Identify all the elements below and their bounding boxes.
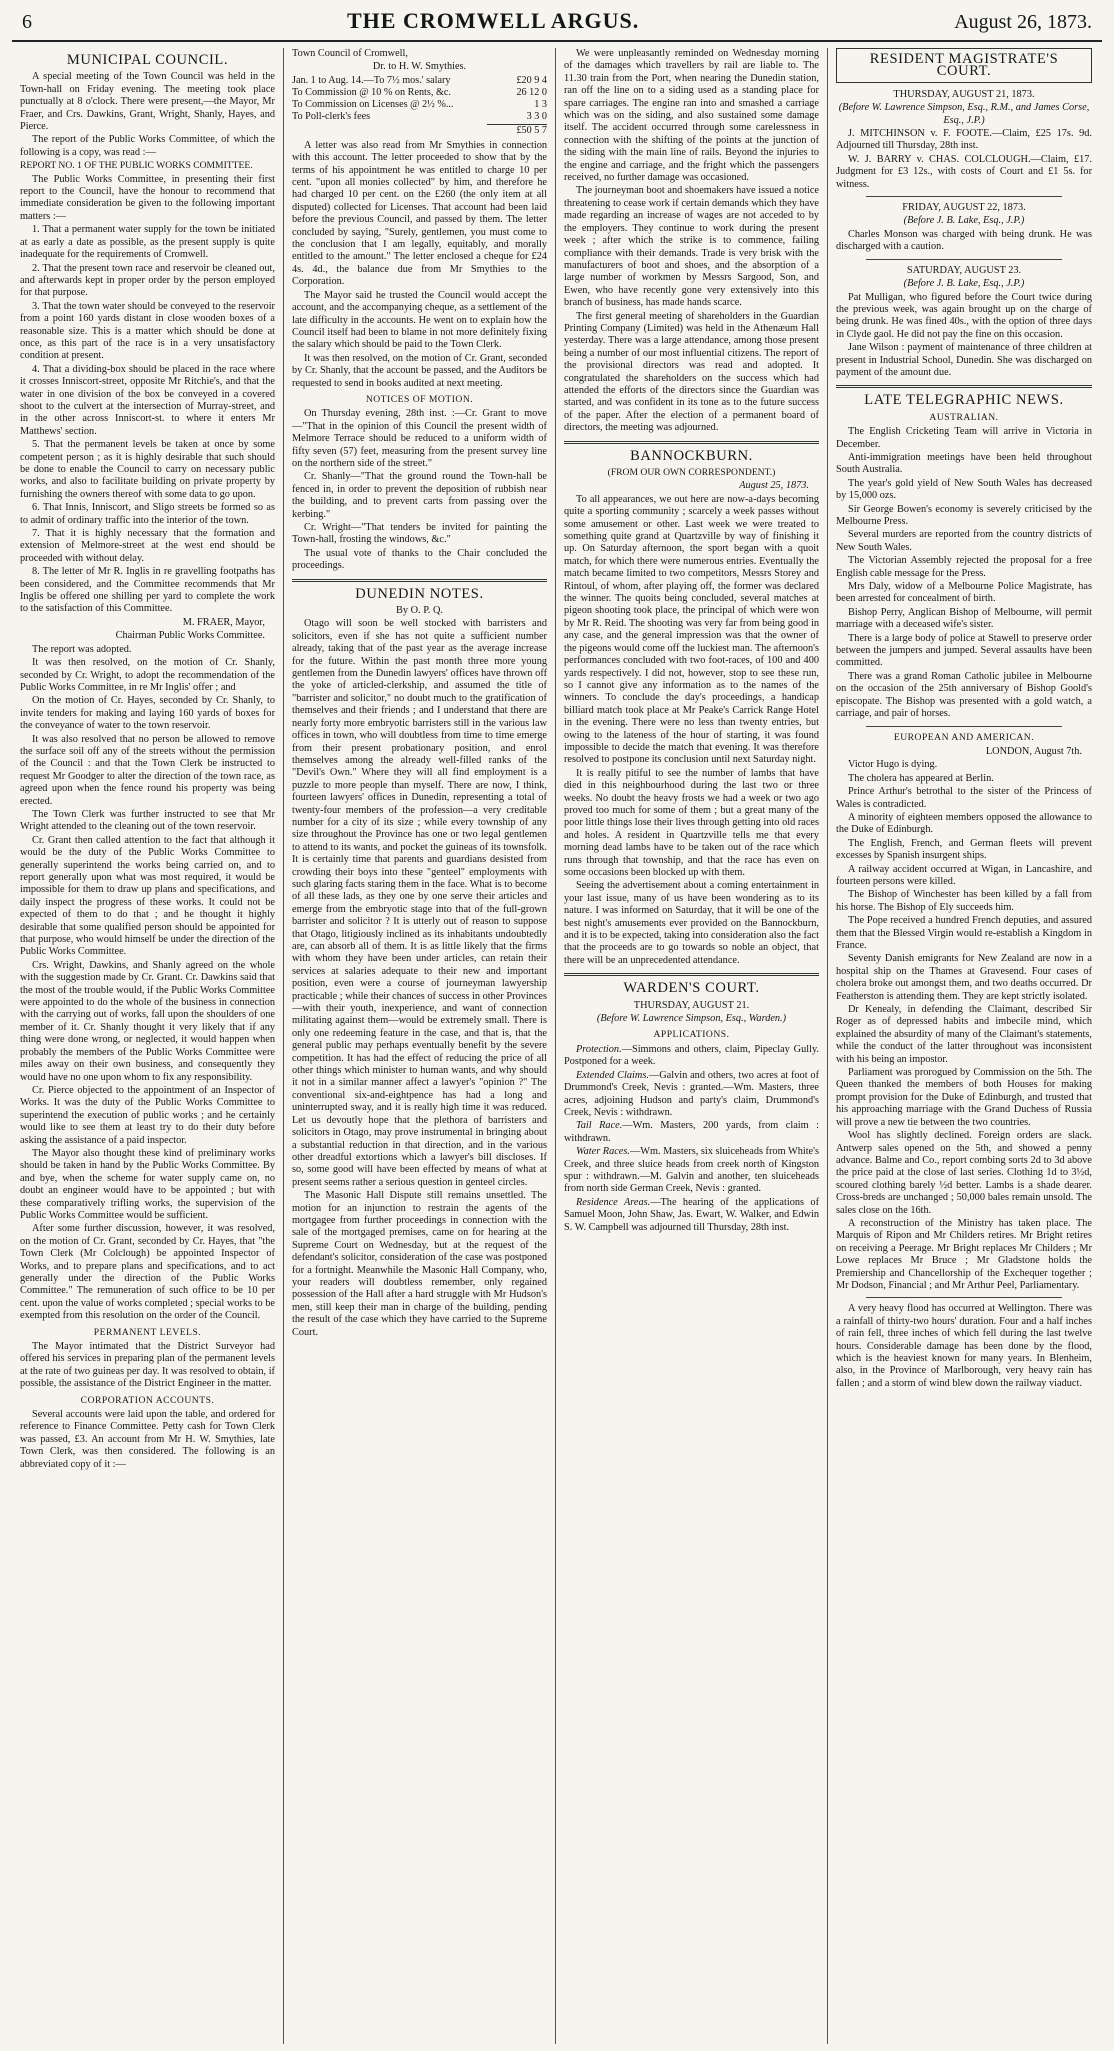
report-paragraph: 8. The letter of Mr R. Inglis in re gravelling footpaths has been considered, and the Committee recommends that Mr Inglis be offered one shilling per yard to complete the work to the satisfaction of this Committee. bbox=[20, 566, 275, 615]
article-paragraph: A letter was also read from Mr Smythies in connection with this account. The letter proceeded to show that by the terms of his appointment he was entitled to charge 10 per cent. "upon all monies collected" by him, and therefore he had charged 10 per cent. on the £260 (the only item at all disputed) collected for Licenses. That account had been laid before the previous Council, and passed by them. The letter concluded by saying, "Surely, gentlemen, you must come to the conclusion that I am legally, equitably, and morally entitled to the amount." The letter enclosed a cheque for £24 4s. 4d., the balance due from Mr Smythies to the Corporation. bbox=[292, 139, 547, 288]
column-3 bbox=[556, 48, 828, 2044]
article-paragraph: The usual vote of thanks to the Chair concluded the proceedings. bbox=[292, 547, 547, 572]
article-paragraph: It was then resolved, on the motion of Cr. Grant, seconded by Cr. Shanly, that the account be passed, and the Auditors be requested to send in books audited at next meeting. bbox=[292, 352, 547, 389]
column-2 bbox=[284, 48, 556, 2044]
article-paragraph: Several accounts were laid upon the table, and ordered for reference to Finance Committee. Petty cash for Town Clerk was passed, £3. An account from Mr H. W. Smythies, late Town Clerk, was then considered. The following is an abbreviated copy of it :— bbox=[20, 1409, 275, 1470]
court-item bbox=[564, 1197, 819, 1234]
section-divider bbox=[564, 441, 819, 444]
dateline: August 25, 1873. bbox=[739, 480, 809, 492]
court-before: (Before W. Lawrence Simpson, Esq., Warden.) bbox=[596, 1013, 787, 1025]
court-item-label: Residence Areas. bbox=[576, 1196, 651, 1208]
court-item-text: —The hearing of the applications of Samuel Moon, John Shaw, Jas. Ewart, W. Walker, and Edwin S. W. Campbell was adjourned till Thursday, 28th inst. bbox=[564, 1196, 820, 1233]
rule bbox=[866, 259, 1062, 260]
article-paragraph: Otago will soon be well stocked with barristers and solicitors, even if she has not quite a sufficient number already, taking that of the past year as the average increase for the future. Within the past month three more young gentlemen from the Dunedin lawyers' offices have thrown off the yoke of articled-clerkship, and assumed the title of "barrister and solicitor," no doubt much to the gratification of themselves and their friends ; and I understand that there are nearly forty more embryotic barristers still in the various law offices in town, who will doubtless from time to time emerge from their present probationary position, and enrol themselves among the already well-filled ranks of the "Devil's Own." Where they will all find employment is a puzzle to more people than myself. There are now, I think, fourteen lawyers' offices in Dunedin, representing a total of twenty-four members of the profession—a very creditable number for a city of its size ; while every township of any size throughout the Province has one or two legal gentlemen to attend to its wants, and pocket the guineas of its townsfolk. It is certainly time that parents and guardians desisted from crowding their boys into these "genteel" employments with such glaring facts staring them in the face. What is to become of all these lads, as they one by one serve their articles and emerge from the embryotic stage into that of the full-grown barrister and solicitor ? It is utterly out of reason to suppose that Otago, litigiously inclined as its inhabitants undoubtedly are, can absorb all of them. It is as little likely that the firms with whom they have been under articles, can retain their services at salaries adequate to their new and important position, even were a course of journeyman lawyership practicable ; while their chances of success in other Provinces—with their youth, inexperience, and want of connection militating against them—would be extremely small. There is only one redeeming feature in the case, and that is, that the general public may perhaps eventually benefit by the severe competition. It has had the effect of reducing the price of all other things which minister to human wants, and why should it not in a similar manner affect a lawyer's "opinion ?" The conventional six-and-eightpence has had a long and uninterrupted sway, and it is really high time it was reduced. Let us devoutly hope that the plethora of barristers and solicitors in Otago, may prove instrumental in bringing about a substantial reduction in that direction, and in the various other dreadful extortions which a lawyer's bill discloses. If so, some good will have been effected by means of what at present seems rather a serious question in genteel circles. bbox=[292, 618, 547, 1188]
notices-heading: NOTICES OF MOTION. bbox=[365, 393, 474, 405]
report-paragraph: 4. That a dividing-box should be placed in the race where it crosses Inniscort-street, opposite Mr Ritchie's, and that the water in one division of the box be conveyed in a covered shoot to the culvert at the intersection of Murray-street, and in the other across Inniscort-st. to where it enters Mr Matthews' section. bbox=[20, 363, 275, 437]
court-before: (Before W. Lawrence Simpson, Esq., R.M., and James Corse, Esq., J.P.) bbox=[838, 102, 1090, 126]
article-paragraph: Crs. Wright, Dawkins, and Shanly agreed on the whole with the suggestion made by Cr. Grant. Cr. Dawkins said that the most of the trouble would, if the Public Works Committee were appointed to do the whole of the business in connection with the carrying out of works, fall upon the shoulders of one member of it. Cr. Shanly thought it very likely that if any thing were done wrong, or neglected, it would happen when probably the members of the Public Works Committee were miles away on their own business, and consequently they would have no one upon whom to fix any responsibility. bbox=[20, 959, 275, 1083]
municipal-council-heading: MUNICIPAL COUNCIL. bbox=[66, 52, 229, 68]
magistrate-heading-box bbox=[836, 48, 1092, 83]
account-total: £50 5 7 bbox=[487, 124, 547, 137]
court-case: Charles Monson was charged with being drunk. He was discharged with a caution. bbox=[836, 228, 1092, 253]
news-item: The English Cricketing Team will arrive in Victoria in December. bbox=[836, 426, 1092, 450]
article-paragraph: Cr. Grant then called attention to the fact that although it would be the duty of the Public Works Committee to generally superintend the works being carried on, and to report generally upon what was most required, it would be impossible for them to draw up plans and specifications, and daily inspect the progress of these works. It could not be expected of them to do that ; and he thought it highly desirable that some qualified person should be appointed for that purpose, who would himself be under the direction of the Public Works Committee. bbox=[20, 834, 275, 958]
account-amount: 1 3 bbox=[534, 99, 547, 111]
wardens-court-heading: WARDEN'S COURT. bbox=[623, 980, 760, 997]
court-case: W. J. BARRY v. CHAS. COLCLOUGH.—Claim, £17. Judgment for £3 12s., with costs of Court and £1 5s. for witness. bbox=[836, 153, 1092, 190]
article-paragraph: The Mayor also thought these kind of preliminary works should be taken in hand by the Public Works Committee. By and bye, when the scheme for water supply came on, no doubt an engineer would have to be appointed ; but with these comparatively trifling works, the supervision of the Public Works Committee would be sufficient. bbox=[20, 1147, 275, 1221]
court-before: (Before J. B. Lake, Esq., J.P.) bbox=[903, 278, 1025, 290]
news-item: The cholera has appeared at Berlin. bbox=[848, 772, 994, 784]
court-item bbox=[564, 1146, 819, 1196]
news-item: Mrs Daly, widow of a Melbourne Police Magistrate, has been arrested for concealment of birth. bbox=[836, 581, 1092, 605]
news-item: Several murders are reported from the country districts of New South Wales. bbox=[836, 529, 1092, 553]
news-item: The English, French, and German fleets will prevent excesses by Spanish insurgent ships. bbox=[836, 837, 1092, 862]
news-item: There is a large body of police at Stawell to preserve order between the jumpers and jumped. Several assaults have been committed. bbox=[836, 632, 1092, 669]
court-date: THURSDAY, AUGUST 21, 1873. bbox=[893, 88, 1035, 100]
article-paragraph: The Town Clerk was further instructed to see that Mr Wright attended to the cleaning out of the town reservoir. bbox=[20, 808, 275, 833]
article-paragraph: The Masonic Hall Dispute still remains unsettled. The motion for an injunction to restrain the agents of the mortgagee from further proceedings in connection with the sale of the mortgaged premises, came on for hearing at the Supreme Court on Wednesday, but at the request of the defendant's solicitor, consideration of the case was postponed for a fortnight. Meanwhile the Masonic Hall Company, who, your readers will doubtless remember, only regained possession of the Hall after a hard struggle with Mr Hudson's men, still keep their man in charge of the building, pending the result of the case which they have carried to the Supreme Court. bbox=[292, 1190, 547, 1338]
article-paragraph: To all appearances, we out here are now-a-days becoming quite a sporting community ; scarcely a week passes without some amusement or other. Last week we were treated to something quite grand at Quartzville by way of finishing it up. On Saturday afternoon, the sport began with a quoit match, for which there were numerous entries. Eventually the match became limited to two competitors, Messrs Storey and Rintoul, of whom, after playing off, the former was declared the winner. The quoits being concluded, several matches at pigeon shooting took place, the principal of which were won by Mr R. Reid. The shooting was very far from being good in any case, and the general impression was that the owner of the pigeons would come off the luckiest man. The afternoon's performances concluded with two foot-races, of 100 and 400 yards respectively. I did not, however, stop to see these run, so I cannot give any information as to the names of the winners. To conclude the day's proceedings, a handicap billiard match took place at Mr Peake's Carrick Range Hotel in the evening. There were no less than twenty entries, but owing to the lateness of the hour of starting, it was found impossible to decide the match that evening. It was therefore resolved to postpone its conclusion until next Saturday night. bbox=[564, 493, 819, 766]
court-item-label: Extended Claims. bbox=[576, 1069, 649, 1081]
report-paragraph: 2. That the present town race and reservoir be cleaned out, and afterwards kept in proper order by the person employed for that purpose. bbox=[20, 262, 275, 299]
news-item: A very heavy flood has occurred at Wellington. There was a rainfall of thirty-two hours' duration. Four and a half inches of rain fell, three inches of which fell during the last twelve hours. Considerable damage has been done by the flood, which is the heaviest known for many years. In Blenheim, also, in the Province of Marlborough, very heavy rain has fallen ; and a storm of wind blew down the railway viaduct. bbox=[836, 1303, 1092, 1389]
news-item: A railway accident occurred at Wigan, in Lancashire, and fourteen persons were killed. bbox=[836, 863, 1092, 887]
article-paragraph: The report of the Public Works Committee, of which the following is a copy, was read :— bbox=[20, 134, 275, 158]
court-item-label: Protection. bbox=[576, 1043, 622, 1055]
court-item-text: —Wm. Masters, six sluiceheads from White's Creek, and three sluice heads from creek north of Kingston spur : withdrawn.—M. Galvin and another, ten sluiceheads from north side German Creek, Nevis : granted. bbox=[564, 1146, 819, 1195]
account-label: Jan. 1 to Aug. 14.—To 7½ mos.' salary bbox=[292, 74, 451, 86]
article-paragraph: We were unpleasantly reminded on Wednesday morning of the damages which travellers by rail are liable to. The 11.30 train from the Port, when nearing the Dunedin station, ran off the line on to a siding used as a standing place for spare carriages. The engine ran into and smashed a carriage which was on the siding, and also sustained some damage itself. The accident occurred through some carelessness in connection with the shifting of the points at the junction of the siding with the main line of rails. Beyond the injuries to the engine and carriage, and the fright which the passengers received, no further damage was occasioned. bbox=[564, 48, 819, 184]
article-paragraph: On Thursday evening, 28th inst. :—Cr. Grant to move—"That in the opinion of this Council the present width of Melmore Terrace should be reduced to a uniform width of fifty seven (57) feet, measuring from the present survey line on the northern side of the street." bbox=[292, 408, 547, 469]
article-paragraph: The Mayor said he trusted the Council would accept the account, and the accompanying cheque, as a settlement of the late difficulty in the accounts. He went on to explain how the Council itself had been to blame in not more definitely fixing the salary which should be paid to the Town Clerk. bbox=[292, 289, 547, 351]
court-item-text: —Wm. Masters, 200 yards, from claim : withdrawn. bbox=[564, 1120, 819, 1144]
news-item: The year's gold yield of New South Wales has decreased by 15,000 ozs. bbox=[836, 477, 1092, 502]
report-signature: M. FRAER, Mayor, bbox=[182, 616, 265, 628]
newspaper-title: THE CROMWELL ARGUS. bbox=[346, 8, 640, 33]
court-item-text: —Galvin and others, two acres at foot of Drummond's Creek, Nevis : granted.—Wm. Masters, three acres, adjoining Hudson and party's claim, Drummond's Creek, Nevis : withdrawn. bbox=[564, 1069, 819, 1118]
article-paragraph: The first general meeting of shareholders in the Guardian Printing Company (Limited) was held in the Athenæum Hall yesterday. There was a large attendance, among those present being a number of our most influential citizens. The report of the provisional directors was read and adopted. It congratulated the shareholders on the success which had attended the efforts of the directors since the Guardian was started, and was confident in its tone as to the future success of the paper. After the election of a permanent board of directors, the meeting was adjourned. bbox=[564, 310, 819, 434]
applications-heading: APPLICATIONS. bbox=[653, 1029, 730, 1041]
dateline: LONDON, August 7th. bbox=[985, 745, 1082, 757]
magistrate-court-heading: RESIDENT MAGISTRATE'S COURT. bbox=[869, 51, 1059, 80]
page-number: 6 bbox=[22, 11, 32, 33]
court-item-text: —Simmons and others, claim, Pipeclay Gully. Postponed for a week. bbox=[564, 1043, 819, 1068]
article-paragraph: Cr. Pierce objected to the appointment of an Inspector of Works. It was the duty of the Public Works Committee to superintend the execution of public works ; and he certainly would like to see them at least try to do their duty before asking the assistance of a paid inspector. bbox=[20, 1084, 275, 1146]
bannockburn-heading: BANNOCKBURN. bbox=[630, 447, 753, 464]
section-divider bbox=[836, 385, 1092, 388]
article-paragraph: It was then resolved, on the motion of Cr. Shanly, seconded by Cr. Wright, to adopt the recommendation of the Public Works Committee, in re Mr Inglis' offer ; and bbox=[20, 657, 275, 693]
news-item: A minority of eighteen members opposed the allowance to the Duke of Edinburgh. bbox=[836, 811, 1092, 836]
news-item: Victor Hugo is dying. bbox=[848, 759, 938, 771]
account-amount: 26 12 0 bbox=[516, 87, 547, 99]
account-row bbox=[292, 75, 547, 87]
rule bbox=[866, 196, 1062, 197]
news-item: Wool has slightly declined. Foreign orders are slack. Antwerp sales opened on the 5th, and showed a penny advance. Balme and Co., report combing sorts 2d to 3d above the price paid at the close of last series. Clothing 1d to 3½d, scoured clothing barely ½d better. Lambs is a shade dearer. Cross-breds are unchanged ; 50,000 bales remain unsold. The sales close on the 16th. bbox=[836, 1130, 1092, 1216]
article-paragraph: Cr. Wright—"That tenders be invited for painting the Town-hall, frosting the windows, &c." bbox=[292, 522, 547, 546]
court-item-label: Water Races. bbox=[576, 1146, 630, 1158]
article-paragraph: After some further discussion, however, it was resolved, on the motion of Cr. Grant, seconded by Cr. Hayes, that "the Town Clerk (Mr Colclough) be appointed Inspector of Works, and to prepare plans and specifications, and to act generally under the direction of the Public Works Committee." The remuneration of such office to be 10 per cent. upon the value of works completed ; special works to be exempted from this resolution on the order of the Council. bbox=[20, 1223, 275, 1322]
news-item: Sir George Bowen's economy is severely criticised by the Melbourne Press. bbox=[836, 503, 1092, 527]
article-paragraph: The report was adopted. bbox=[32, 643, 132, 655]
account-amount: 3 3 0 bbox=[526, 111, 547, 123]
news-item: Prince Arthur's betrothal to the sister of the Princess of Wales is contradicted. bbox=[836, 786, 1092, 810]
article-paragraph: The journeyman boot and shoemakers have issued a notice threatening to cease work if certain demands which they have made regarding an increase of wages are not acceded to by the employers. They continue to work during the present week ; after which the strike is to commence, failing compliance with their demands. Trade is very brisk with the manufacturers of boot and shoes, and the absorption of a large number of workmen by Messrs Sargood, Son, and Ewen, who have recently gone very extensively into this branch of business, has made hands scarce. bbox=[564, 185, 819, 309]
report-paragraph: 1. That a permanent water supply for the town be initiated at as early a date as possible, as the present supply is quite inadequate for the requirements of Cromwell. bbox=[20, 224, 275, 261]
column-1 bbox=[12, 48, 284, 2044]
article-paragraph: Cr. Shanly—"That the ground round the Town-hall be fenced in, in order to prevent the deposition of rubbish near the building, and to prevent carts from passing over the kerbing." bbox=[292, 471, 547, 520]
report-paragraph: The Public Works Committee, in presenting their first report to the Council, have the honour to recommend that immediate consideration be given to the following important matters :— bbox=[20, 173, 275, 222]
article-paragraph: Seeing the advertisement about a coming entertainment in your last issue, many of us have been wondering as to its nature. I was informed on Saturday, that it will be one of the best night's amusements ever provided on the Bannockburn, and it is to be expected, taking into consideration also the fact that the proceeds are to go towards so noble an object, that there will be an unprecedented attendance. bbox=[564, 880, 819, 966]
news-item: The Bishop of Winchester has been killed by a fall from his horse. The Bishop of Ely succeeds him. bbox=[836, 889, 1092, 913]
court-case: Pat Mulligan, who figured before the Court twice during the previous week, was again brought up on the charge of being drunk. He was fined 40s., with the option of three days in Clyde gaol. He did not pay the fine on this occasion. bbox=[836, 291, 1092, 340]
account-label: To Commission @ 10 % on Rents, &c. bbox=[292, 87, 451, 99]
account-total-row bbox=[292, 124, 547, 137]
article-paragraph: It was also resolved that no person be allowed to remove the surface soil off any of the streets without the permission of the Council : and that the Town Clerk be instructed to request Mr Goodger to alter the direction of the town race, as agreed upon when the fence round his property was being erected. bbox=[20, 733, 275, 807]
news-item: Bishop Perry, Anglican Bishop of Melbourne, will permit marriage with a deceased wife's sister. bbox=[836, 606, 1092, 631]
account-table bbox=[292, 75, 547, 137]
news-item: Dr Kenealy, in defending the Claimant, described Sir Roger as of depressed habits and imbecile mind, which explained the absurdity of many of the Claimant's statements, while the conduct of the latter throughout was inconsistent with his being an impostor. bbox=[836, 1004, 1092, 1065]
rule bbox=[866, 726, 1062, 727]
news-item: Parliament was prorogued by Commission on the 5th. The Queen thanked the members of both Houses for making prompt provision for the Duke of Edinburgh, and trusted that his approaching marriage with the Grand Duchess of Russia will prove a new tie between the two countries. bbox=[836, 1067, 1092, 1128]
dunedin-notes-heading: DUNEDIN NOTES. bbox=[355, 585, 484, 602]
article-paragraph: On the motion of Cr. Hayes, seconded by Cr. Shanly, to invite tenders for making and laying 160 yards of boxes for the conveyance of water to the town reservoir. bbox=[20, 695, 275, 732]
correspondent-line: (FROM OUR OWN CORRESPONDENT.) bbox=[607, 467, 776, 478]
court-before: (Before J. B. Lake, Esq., J.P.) bbox=[903, 215, 1025, 227]
court-case: J. MITCHINSON v. F. FOOTE.—Claim, £25 17s. 9d. Adjourned till Thursday, 28th inst. bbox=[836, 128, 1092, 152]
court-item bbox=[564, 1070, 819, 1120]
report-paragraph: 3. That the town water should be conveyed to the reservoir from a point 160 yards distant in close wooden boxes of a reasonable size. This is a matter which should be done at once, as this part of the race is in a very unsatisfactory condition at present. bbox=[20, 300, 275, 362]
report-signature-role: Chairman Public Works Committee. bbox=[115, 630, 265, 642]
news-item: There was a grand Roman Catholic jubilee in Melbourne on the occasion of the 25th anniversary of Bishop Goold's episcopate. The Bishop was presented with a gold watch, a carriage, and pair of horses. bbox=[836, 670, 1092, 720]
rule bbox=[866, 1297, 1062, 1298]
european-heading: EUROPEAN AND AMERICAN. bbox=[893, 731, 1035, 743]
court-date: SATURDAY, AUGUST 23. bbox=[906, 264, 1022, 276]
australian-heading: AUSTRALIAN. bbox=[929, 411, 999, 423]
court-item bbox=[564, 1120, 819, 1145]
account-header: Town Council of Cromwell, bbox=[292, 48, 408, 59]
article-paragraph: It is really pitiful to see the number of lambs that have died in this neighbourhood during the last two or three weeks. No doubt the heavy frosts we had a week or two ago proved too much for some of them ; but a great many of the poor little things lose their lives through getting into old races and holes. A resident in Quartzville tells me that every morning dead lambs have to be taken out of the race which runs through that township, and that the race has even on some occasions been blocked up with them. bbox=[564, 767, 819, 878]
account-row bbox=[292, 111, 547, 124]
account-amount: £20 9 4 bbox=[516, 74, 547, 86]
columns bbox=[12, 48, 1102, 2044]
news-item: A reconstruction of the Ministry has taken place. The Marquis of Ripon and Mr Childers retires. Mr Bright retires on receiving a Peerage. Mr Bright replaces Mr Childers ; Mr Lowe replaces Mr Bruce ; Mr Gladstone holds the Premiership and Chancellorship of the Exchequer together ; Mr Dodson, Financial ; and Mr Arthur Peel, Parliamentary. bbox=[836, 1217, 1092, 1291]
news-item: The Victorian Assembly rejected the proposal for a free English cable message for the Press. bbox=[836, 555, 1092, 579]
permanent-levels-heading: PERMANENT LEVELS. bbox=[93, 1326, 202, 1338]
article-paragraph: A special meeting of the Town Council was held in the Town-hall on Friday evening. The meeting took place punctually at 8 o'clock. There were present,—the Mayor, Mr Fraer, and Crs. Dawkins, Grant, Wright, Shanly, Hayes, and Pierce. bbox=[20, 71, 275, 133]
account-row bbox=[292, 99, 547, 111]
report-heading: REPORT NO. 1 OF THE PUBLIC WORKS COMMITTEE. bbox=[20, 160, 253, 172]
news-item: Seventy Danish emigrants for New Zealand are now in a hospital ship on the Thames at Gravesend. Four cases of cholera broke out amongst them, and two deaths occurred. Dr Featherston is attending them. They are kept strictly isolated. bbox=[836, 953, 1092, 1002]
report-paragraph: 5. That the permanent levels be taken at once by some competent person ; as it is highly desirable that such should be done to enable the Council to carry on necessary public works, and also to facilitate building on private property by furnishing the owners thereof with some data to go upon. bbox=[20, 439, 275, 500]
report-paragraph: 6. That Innis, Inniscort, and Sligo streets be formed so as to admit of ordinary traffic into the interior of the town. bbox=[20, 502, 275, 526]
account-label: To Commission on Licenses @ 2½ %... bbox=[292, 99, 454, 111]
account-row bbox=[292, 87, 547, 99]
byline: By O. P. Q. bbox=[396, 605, 443, 617]
court-item bbox=[564, 1044, 819, 1069]
column-4 bbox=[828, 48, 1100, 2044]
corporation-accounts-heading: CORPORATION ACCOUNTS. bbox=[80, 1394, 215, 1406]
court-date: FRIDAY, AUGUST 22, 1873. bbox=[902, 202, 1026, 214]
court-item-label: Tail Race. bbox=[576, 1120, 623, 1132]
section-divider bbox=[292, 579, 547, 582]
issue-date: August 26, 1873. bbox=[954, 11, 1092, 33]
account-subheader: Dr. to H. W. Smythies. bbox=[372, 61, 467, 73]
telegraphic-heading: LATE TELEGRAPHIC NEWS. bbox=[864, 392, 1064, 409]
section-divider bbox=[564, 973, 819, 976]
account-label: To Poll-clerk's fees bbox=[292, 111, 371, 123]
article-paragraph: The Mayor intimated that the District Surveyor had offered his services in preparing plan of the permanent levels at the rate of two guineas per day. It was resolved to obtain, if possible, the assistance of the District Engineer in the matter. bbox=[20, 1341, 275, 1390]
report-paragraph: 7. That it is highly necessary that the formation and extension of Melmore-street at the west end should be proceeded with without delay. bbox=[20, 528, 275, 564]
masthead bbox=[12, 8, 1102, 42]
news-item: The Pope received a hundred French deputies, and assured them that the Blessed Virgin would re-establish a Kingdom in France. bbox=[836, 915, 1092, 951]
court-case: Jane Wilson : payment of maintenance of three children at present in Industrial School, Dunedin. She was discharged on payment of the amount due. bbox=[836, 342, 1092, 378]
news-item: Anti-immigration meetings have been held throughout South Australia. bbox=[836, 451, 1092, 476]
court-date: THURSDAY, AUGUST 21. bbox=[633, 999, 750, 1011]
